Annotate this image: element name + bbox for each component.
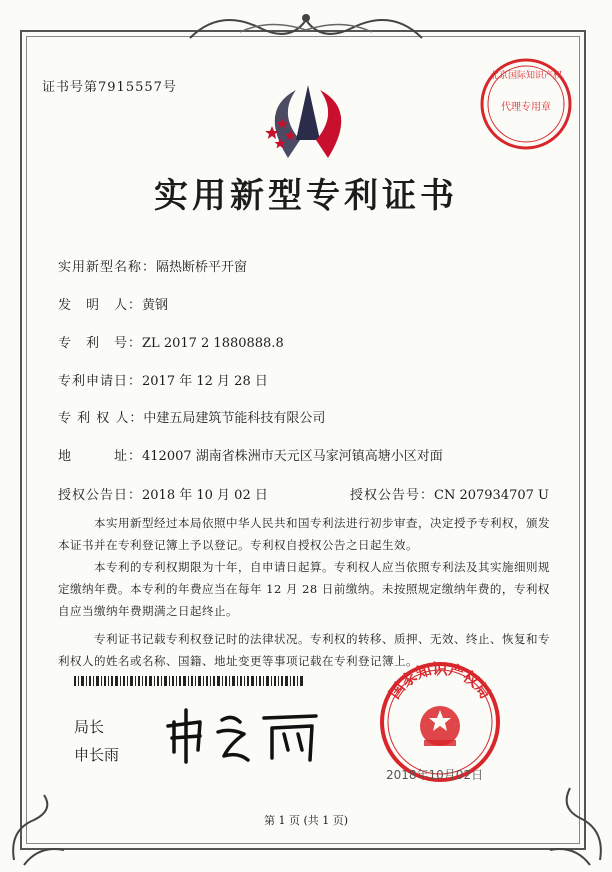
field-address <box>58 445 443 464</box>
director-name: 申长雨 <box>74 746 120 764</box>
certificate-body <box>58 512 558 672</box>
field-label: 专利申请日： <box>58 374 143 389</box>
agency-seal-ring-text: 北京国际知识产权 <box>489 71 563 81</box>
body-paragraph: 专利证书记载专利权登记时的法律状况。专利权的转移、质押、无效、终止、恢复和专利权人的姓名或名称、国籍、地址变更等事项记载在专利登记簿上。 <box>58 632 550 668</box>
field-label: 地 址： <box>58 449 143 464</box>
page-number: 第 1 页 (共 1 页) <box>263 814 349 827</box>
field-filing-date <box>58 370 268 389</box>
field-label: 发 明 人： <box>58 298 143 313</box>
certificate-title: 实用新型专利证书 <box>154 176 458 216</box>
field-inventor <box>58 294 168 313</box>
field-value: 隔热断桥平开窗 <box>156 260 248 275</box>
director-title: 局长 <box>74 718 105 736</box>
field-patent-number <box>58 332 284 351</box>
field-value: 2017 年 12 月 28 日 <box>142 374 268 389</box>
field-label: 授权公告号： <box>350 488 435 503</box>
seal-date: 2018年10月02日 <box>386 768 484 782</box>
cnipa-logo-icon <box>258 80 358 170</box>
field-value: CN 207934707 U <box>434 488 549 503</box>
agency-seal <box>478 56 574 152</box>
field-grant-date <box>58 484 268 503</box>
field-label: 专 利 权 人： <box>58 411 144 426</box>
field-value: 中建五局建筑节能科技有限公司 <box>143 411 326 426</box>
certificate-number: 证书号第7915557号 <box>42 80 177 95</box>
national-seal-ring-text: 国家知识产权局 <box>385 660 495 703</box>
barcode <box>74 676 304 686</box>
director-signature <box>160 700 330 770</box>
field-value: 黄钢 <box>142 298 169 313</box>
field-grant-publication-number <box>350 484 549 503</box>
field-label: 实用新型名称： <box>58 260 157 275</box>
body-paragraph: 本专利的专利权期限为十年，自申请日起算。专利权人应当依照专利法及其实施细则规定缴纳年费。本专利的年费应当在每年 12 月 28 日前缴纳。未按照规定缴纳年费的，专利权自应当缴纳年费期满之日起终止。 <box>58 560 550 618</box>
body-paragraph: 本实用新型经过本局依照中华人民共和国专利法进行初步审查，决定授予专利权，颁发本证书并在专利登记簿上予以登记。专利权自授权公告之日起生效。 <box>58 516 550 552</box>
field-value: 412007 湖南省株洲市天元区马家河镇高塘小区对面 <box>142 449 443 464</box>
field-value: ZL 2017 2 1880888.8 <box>142 336 284 351</box>
corner-ornament-bottom-left <box>4 790 74 870</box>
agency-seal-center-text: 代理专用章 <box>501 102 551 113</box>
field-utility-model-name <box>58 256 247 275</box>
top-ornament <box>180 8 432 48</box>
field-value: 2018 年 10 月 02 日 <box>142 488 268 503</box>
field-label: 授权公告日： <box>58 488 143 503</box>
field-patentee <box>58 407 325 426</box>
field-label: 专 利 号： <box>58 336 143 351</box>
